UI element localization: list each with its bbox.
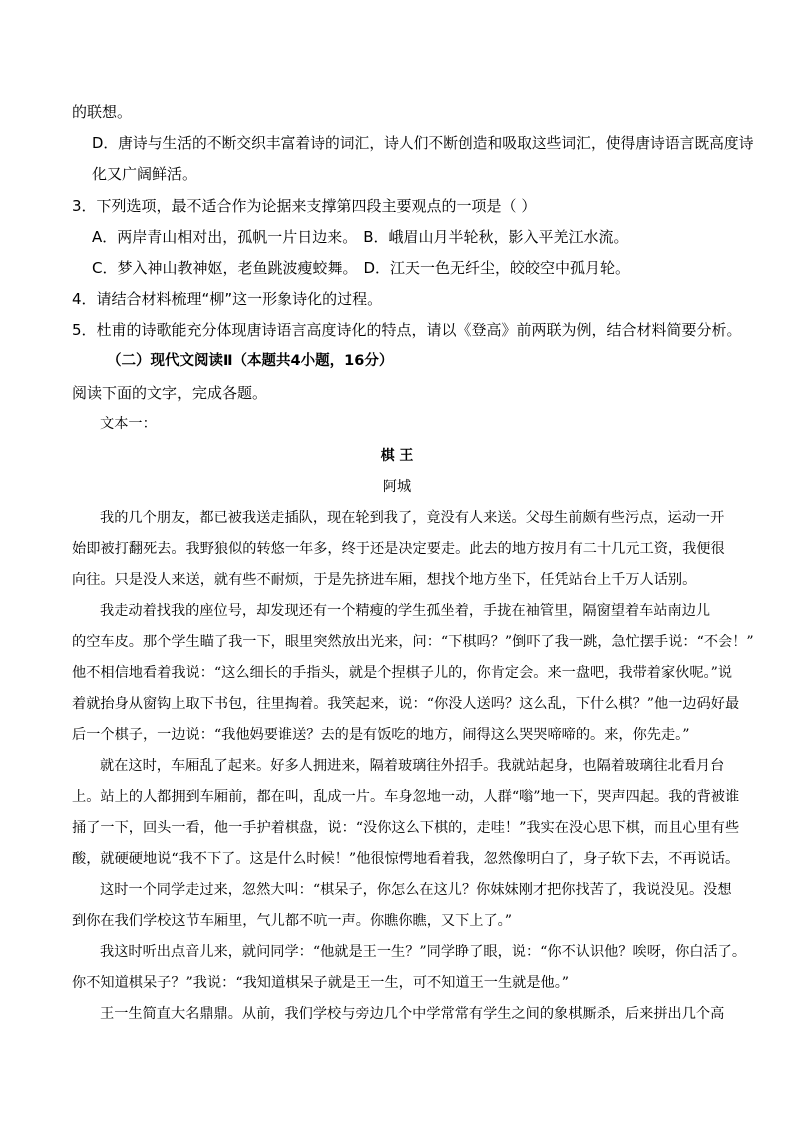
- story-line: 我的几个朋友，都已被我送走插队，现在轮到我了，竟没有人来送。父母生前颇有些污点，运动一开: [100, 510, 725, 526]
- story-line: 王一生简直大名鼎鼎。从前，我们学校与旁边几个中学常常有学生之间的象棋厮杀，后来拼出几个高: [100, 1006, 725, 1022]
- q5-stem: 5．杜甫的诗歌能充分体现唐诗语言高度诗化的特点，请以《登高》前两联为例，结合材料简要分析。: [72, 321, 742, 339]
- q3-options-row2: [92, 258, 630, 278]
- story-line: 向往。只是没人来送，就有些不耐烦，于是先挤进车厢，想找个地方坐下，任凭站台上千万人话别。: [72, 572, 697, 588]
- q2-option-d-line1: D．唐诗与生活的不断交织丰富着诗的词汇，诗人们不断创造和吸取这些词汇，使得唐诗语言既高度诗: [92, 134, 754, 152]
- story-line: 始即被打翻死去。我野狼似的转悠一年多，终于还是决定要走。此去的地方按月有二十几元工资，我便很: [72, 541, 725, 557]
- story-line: 捅了一下，回头一看，他一手护着棋盘，说：“没你这么下棋的，走哇！”我实在没心思下棋，而且心里有些: [72, 820, 740, 836]
- story-line: 的空车皮。那个学生瞄了我一下，眼里突然放出光来，问：“下棋吗？”倒吓了我一跳，急忙摆手说：“不会！”: [72, 634, 754, 650]
- story-line: 我走动着找我的座位号，却发现还有一个精瘦的学生孤坐着，手拢在袖管里，隔窗望着车站南边儿: [100, 603, 711, 619]
- story-line: 酸，就硬硬地说“我不下了。这是什么时候！”他很惊愕地看着我，忽然像明白了，身子软下去，不再说话。: [72, 851, 740, 867]
- story-author: 阿城: [382, 479, 412, 495]
- story-line: 后一个棋子，一边说：“我他妈要谁送？去的是有饭吃的地方，闹得这么哭哭啼啼的。来，你先走。”: [72, 727, 690, 743]
- section2-heading: （二）现代文阅读Ⅱ（本题共4小题，16分）: [107, 353, 394, 369]
- section2-instruction: 阅读下面的文字，完成各题。: [72, 384, 268, 402]
- story-line: 我这时听出点音儿来，就问同学：“他就是王一生？”同学睁了眼，说：“你不认识他？唉呀，你白活了。: [100, 944, 747, 960]
- story-line: 就在这时，车厢乱了起来。好多人拥进来，隔着玻璃往外招手。我就站起身，也隔着玻璃往北看月台: [100, 758, 725, 774]
- q3-options-row1: [92, 227, 629, 247]
- q3-option-d: D．江天一色无纤尘，皎皎空中孤月轮。: [363, 259, 631, 277]
- q2-option-d-line2: 化又广阔鲜活。: [92, 165, 198, 183]
- q3-stem: 3．下列选项，最不适合作为论据来支撑第四段主要观点的一项是（ ）: [72, 197, 537, 215]
- text-label: 文本一：: [100, 416, 157, 432]
- q2-line-end: 的联想。: [72, 103, 133, 121]
- story-line: 他不相信地看着我说：“这么细长的手指头，就是个捏棋子儿的，你肯定会。来一盘吧，我带着家伙呢。”说: [72, 665, 733, 681]
- q3-option-c: C．梦入神山教神妪，老鱼跳波瘦蛟舞。: [92, 259, 358, 277]
- q4-stem: 4．请结合材料梳理“柳”这一形象诗化的过程。: [72, 290, 383, 308]
- q3-option-b: B．峨眉山月半轮秋，影入平羌江水流。: [363, 228, 629, 246]
- story-line: 到你在我们学校这节车厢里，气儿都不吭一声。你瞧你瞧，又下上了。”: [72, 913, 512, 929]
- story-title: 棋 王: [380, 448, 414, 464]
- story-line: 你不知道棋呆子？”我说：“我知道棋呆子就是王一生，可不知道王一生就是他。”: [72, 975, 570, 991]
- story-line: 上。站上的人都拥到车厢前，都在叫，乱成一片。车身忽地一动，人群“嗡”地一下，哭声四起。我的背被谁: [72, 789, 740, 805]
- story-line: 这时一个同学走过来，忽然大叫：“棋呆子，你怎么在这儿？你妹妹刚才把你找苦了，我说没见。没想: [100, 882, 732, 898]
- q3-option-a: A．两岸青山相对出，孤帆一片日边来。: [92, 228, 358, 246]
- story-line: 着就抬身从窗钩上取下书包，往里掏着。我笑起来，说：“你没人送吗？这么乱，下什么棋？”他一边码好最: [72, 696, 740, 712]
